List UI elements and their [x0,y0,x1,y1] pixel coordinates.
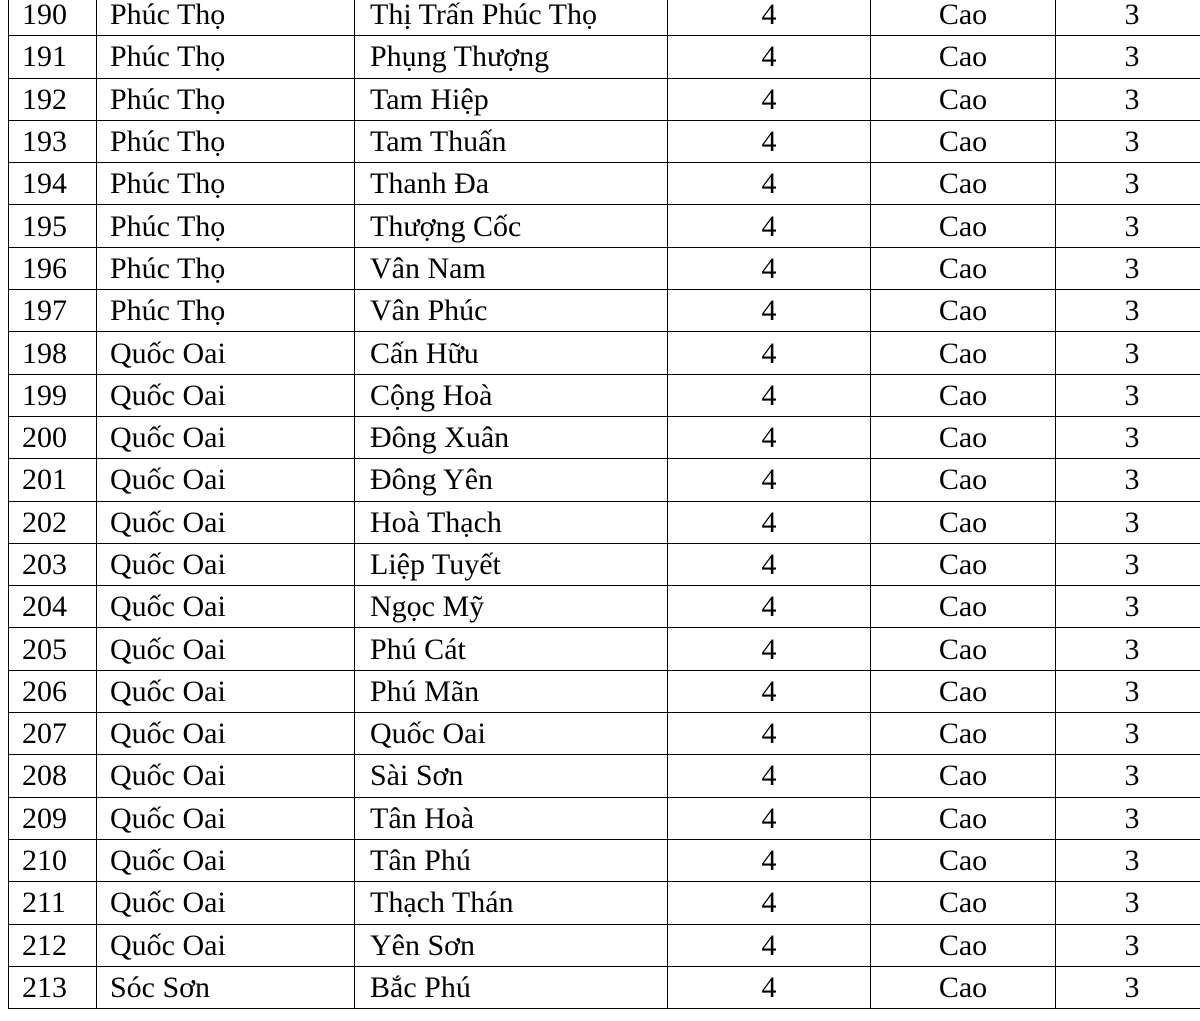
level-cell: 4 [668,713,871,755]
row-number-cell: 197 [9,290,97,332]
district-cell: Quốc Oai [97,416,355,458]
commune-cell: Đông Yên [355,459,668,501]
table-row [9,36,1200,78]
row-number-cell: 207 [9,713,97,755]
score-cell: 3 [1056,755,1200,797]
score-cell: 3 [1056,628,1200,670]
row-number-cell: 192 [9,78,97,120]
district-cell: Quốc Oai [97,628,355,670]
row-number-cell: 202 [9,501,97,543]
score-cell: 3 [1056,416,1200,458]
row-number-cell: 212 [9,924,97,966]
commune-cell: Vân Nam [355,247,668,289]
level-cell: 4 [668,416,871,458]
table-row [9,332,1200,374]
district-cell: Sóc Sơn [97,966,355,1008]
level-cell: 4 [668,924,871,966]
row-number-cell: 199 [9,374,97,416]
commune-cell: Thượng Cốc [355,205,668,247]
table-row [9,247,1200,289]
level-cell: 4 [668,332,871,374]
risk-cell: Cao [871,0,1056,36]
score-cell: 3 [1056,501,1200,543]
table-row [9,924,1200,966]
level-cell: 4 [668,459,871,501]
commune-cell: Cấn Hữu [355,332,668,374]
level-cell: 4 [668,78,871,120]
table-row [9,290,1200,332]
row-number-cell: 194 [9,163,97,205]
score-cell: 3 [1056,713,1200,755]
risk-cell: Cao [871,163,1056,205]
row-number-cell: 209 [9,797,97,839]
risk-cell: Cao [871,797,1056,839]
district-cell: Phúc Thọ [97,36,355,78]
district-cell: Quốc Oai [97,797,355,839]
level-cell: 4 [668,163,871,205]
district-cell: Quốc Oai [97,543,355,585]
table-row [9,543,1200,585]
commune-cell: Tân Phú [355,839,668,881]
risk-cell: Cao [871,966,1056,1008]
table-row [9,416,1200,458]
risk-cell: Cao [871,924,1056,966]
row-number-cell: 204 [9,586,97,628]
district-cell: Phúc Thọ [97,78,355,120]
commune-cell: Sài Sơn [355,755,668,797]
row-number-cell: 198 [9,332,97,374]
level-cell: 4 [668,839,871,881]
district-cell: Quốc Oai [97,839,355,881]
commune-cell: Ngọc Mỹ [355,586,668,628]
table-row [9,628,1200,670]
commune-cell: Cộng Hoà [355,374,668,416]
table-row [9,670,1200,712]
table-row [9,586,1200,628]
score-cell: 3 [1056,374,1200,416]
commune-cell: Tam Hiệp [355,78,668,120]
commune-cell: Tân Hoà [355,797,668,839]
commune-cell: Thạch Thán [355,882,668,924]
score-cell: 3 [1056,247,1200,289]
district-cell: Quốc Oai [97,501,355,543]
commune-cell: Vân Phúc [355,290,668,332]
table-row [9,966,1200,1008]
district-cell: Phúc Thọ [97,290,355,332]
level-cell: 4 [668,374,871,416]
risk-cell: Cao [871,205,1056,247]
level-cell: 4 [668,205,871,247]
table-row [9,713,1200,755]
row-number-cell: 211 [9,882,97,924]
score-cell: 3 [1056,797,1200,839]
commune-cell: Liệp Tuyết [355,543,668,585]
risk-cell: Cao [871,713,1056,755]
district-cell: Quốc Oai [97,755,355,797]
row-number-cell: 200 [9,416,97,458]
commune-cell: Phụng Thượng [355,36,668,78]
commune-cell: Thị Trấn Phúc Thọ [355,0,668,36]
table-row [9,755,1200,797]
row-number-cell: 193 [9,120,97,162]
table-row [9,163,1200,205]
row-number-cell: 205 [9,628,97,670]
level-cell: 4 [668,36,871,78]
commune-cell: Phú Cát [355,628,668,670]
commune-cell: Tam Thuấn [355,120,668,162]
row-number-cell: 206 [9,670,97,712]
score-cell: 3 [1056,120,1200,162]
score-cell: 3 [1056,586,1200,628]
district-cell: Quốc Oai [97,670,355,712]
district-cell: Quốc Oai [97,924,355,966]
row-number-cell: 195 [9,205,97,247]
risk-cell: Cao [871,120,1056,162]
commune-cell: Đông Xuân [355,416,668,458]
district-cell: Phúc Thọ [97,163,355,205]
level-cell: 4 [668,247,871,289]
score-cell: 3 [1056,36,1200,78]
score-cell: 3 [1056,966,1200,1008]
score-cell: 3 [1056,0,1200,36]
row-number-cell: 190 [9,0,97,36]
level-cell: 4 [668,966,871,1008]
risk-cell: Cao [871,670,1056,712]
risk-cell: Cao [871,36,1056,78]
row-number-cell: 213 [9,966,97,1008]
table-row [9,0,1200,36]
district-cell: Quốc Oai [97,713,355,755]
table-row [9,459,1200,501]
table-row [9,205,1200,247]
district-cell: Phúc Thọ [97,205,355,247]
level-cell: 4 [668,0,871,36]
commune-cell: Bắc Phú [355,966,668,1008]
district-cell: Quốc Oai [97,332,355,374]
risk-cell: Cao [871,755,1056,797]
commune-cell: Quốc Oai [355,713,668,755]
district-cell: Phúc Thọ [97,247,355,289]
level-cell: 4 [668,797,871,839]
risk-cell: Cao [871,290,1056,332]
level-cell: 4 [668,501,871,543]
risk-cell: Cao [871,332,1056,374]
table-row [9,839,1200,881]
level-cell: 4 [668,882,871,924]
score-cell: 3 [1056,459,1200,501]
table-row [9,501,1200,543]
district-cell: Quốc Oai [97,459,355,501]
row-number-cell: 201 [9,459,97,501]
risk-cell: Cao [871,586,1056,628]
level-cell: 4 [668,628,871,670]
risk-cell: Cao [871,882,1056,924]
row-number-cell: 191 [9,36,97,78]
district-cell: Quốc Oai [97,586,355,628]
row-number-cell: 196 [9,247,97,289]
district-cell: Quốc Oai [97,374,355,416]
risk-cell: Cao [871,247,1056,289]
row-number-cell: 208 [9,755,97,797]
score-cell: 3 [1056,543,1200,585]
table-row [9,882,1200,924]
commune-risk-table [8,0,1200,1009]
risk-cell: Cao [871,839,1056,881]
score-cell: 3 [1056,670,1200,712]
district-cell: Phúc Thọ [97,120,355,162]
commune-cell: Thanh Đa [355,163,668,205]
table-body [9,0,1200,1009]
table-row [9,374,1200,416]
score-cell: 3 [1056,839,1200,881]
level-cell: 4 [668,290,871,332]
risk-cell: Cao [871,459,1056,501]
commune-cell: Hoà Thạch [355,501,668,543]
risk-cell: Cao [871,78,1056,120]
row-number-cell: 203 [9,543,97,585]
table-row [9,78,1200,120]
level-cell: 4 [668,755,871,797]
row-number-cell: 210 [9,839,97,881]
level-cell: 4 [668,543,871,585]
level-cell: 4 [668,670,871,712]
risk-cell: Cao [871,374,1056,416]
score-cell: 3 [1056,78,1200,120]
score-cell: 3 [1056,882,1200,924]
table-row [9,797,1200,839]
score-cell: 3 [1056,163,1200,205]
risk-cell: Cao [871,628,1056,670]
level-cell: 4 [668,120,871,162]
score-cell: 3 [1056,205,1200,247]
district-cell: Phúc Thọ [97,0,355,36]
commune-cell: Yên Sơn [355,924,668,966]
risk-cell: Cao [871,416,1056,458]
score-cell: 3 [1056,290,1200,332]
district-cell: Quốc Oai [97,882,355,924]
risk-cell: Cao [871,543,1056,585]
score-cell: 3 [1056,924,1200,966]
level-cell: 4 [668,586,871,628]
score-cell: 3 [1056,332,1200,374]
commune-cell: Phú Mãn [355,670,668,712]
risk-cell: Cao [871,501,1056,543]
table-row [9,120,1200,162]
